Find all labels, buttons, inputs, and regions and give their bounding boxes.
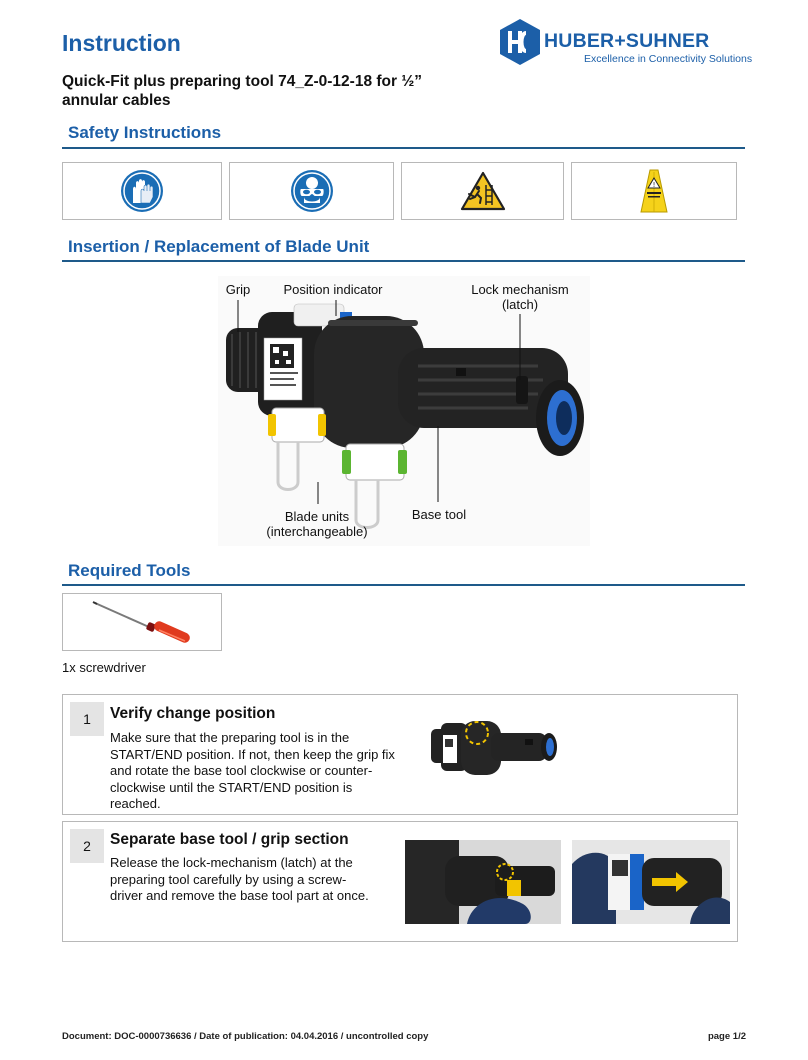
safety-icon-box-falling [401, 162, 564, 220]
label-base-tool: Base tool [411, 507, 467, 522]
falling-hazard-icon [460, 171, 506, 211]
brand-name: HUBER+SUHNER [544, 30, 710, 52]
screwdriver-icon [87, 597, 197, 647]
step-2-image-release [405, 840, 561, 924]
step-text: Release the lock-mechanism (latch) at the preparing tool carefully by using a screw-driver and remove the base tool part at once. [110, 855, 369, 903]
step-card-1 [62, 694, 738, 815]
step-2-image-remove [572, 840, 730, 924]
tool-caption: 1x screwdriver [62, 660, 146, 675]
label-position-indicator: Position indicator [283, 282, 383, 297]
step-number: 1 [70, 702, 104, 736]
svg-text:!: ! [652, 181, 656, 189]
wet-floor-icon [639, 168, 669, 214]
label-latch: (latch) [501, 297, 539, 312]
step-card-2 [62, 821, 738, 942]
gloves-icon [120, 169, 164, 213]
footer-page-number: page 1/2 [707, 1031, 746, 1042]
document-title: Instruction [62, 30, 181, 56]
step-title: Separate base tool / grip section [110, 831, 349, 848]
label-interchangeable: (interchangeable) [266, 524, 368, 539]
footer-document-info: Document: DOC-0000736636 / Date of publication: 04.04.2016 / uncontrolled copy [62, 1031, 429, 1042]
section-title-tools: Required Tools [68, 561, 191, 580]
safety-icon-box-gloves [62, 162, 222, 220]
safety-icon-box-wet-floor [571, 162, 737, 220]
label-lock-mechanism: Lock mechanism [471, 282, 569, 297]
section-title-safety: Safety Instructions [68, 123, 222, 142]
label-blade-units: Blade units [284, 509, 350, 524]
step-number: 2 [70, 829, 104, 863]
section-divider [62, 260, 745, 262]
document-subtitle: Quick-Fit plus preparing tool 74_Z-0-12-18 for ½” annular cables [62, 73, 423, 109]
label-grip: Grip [225, 282, 251, 297]
step-title: Verify change position [110, 705, 276, 722]
step-1-image [431, 717, 557, 779]
section-divider [62, 147, 745, 149]
section-divider [62, 584, 745, 586]
step-text: Make sure that the preparing tool is in the START/END position. If not, then keep the grip fix and rotate the base tool clockwise or counter-clockwise until the START/END position is reached. [110, 730, 395, 811]
safety-icon-box-goggles [229, 162, 394, 220]
section-title-insertion: Insertion / Replacement of Blade Unit [68, 237, 370, 256]
tool-diagram [218, 276, 590, 546]
tool-box-screwdriver [62, 593, 222, 651]
goggles-icon [290, 169, 334, 213]
brand-tagline: Excellence in Connectivity Solutions [584, 53, 753, 65]
